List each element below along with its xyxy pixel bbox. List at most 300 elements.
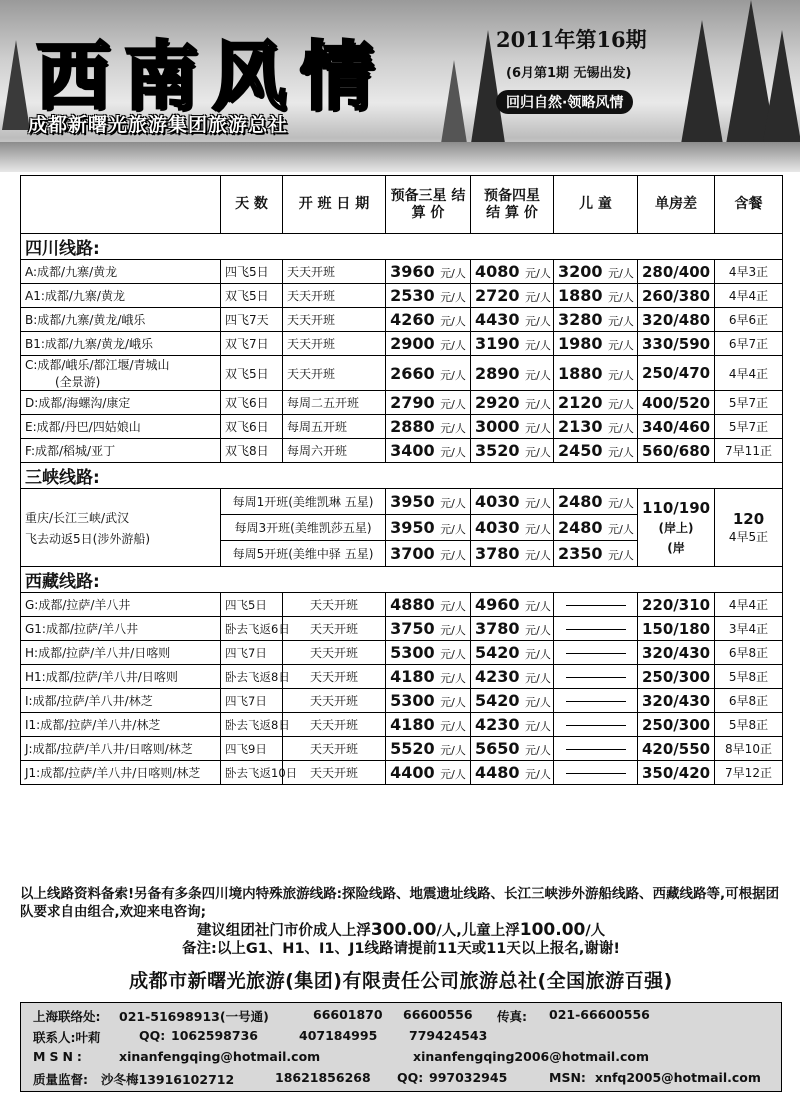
table-row xyxy=(21,737,783,761)
meals: 4早4正 xyxy=(715,356,783,391)
price-unit: 元/人 xyxy=(525,744,551,757)
schedule: 天天开班 xyxy=(283,617,386,641)
price3-value: 3750 xyxy=(390,619,435,638)
page-title: 西南风情 xyxy=(36,34,388,120)
meals-text: 4早5正 xyxy=(728,530,769,544)
fax-label: 传真: xyxy=(497,1009,527,1024)
price-unit: 元/人 xyxy=(440,624,466,637)
price4 xyxy=(471,665,554,689)
header-meals: 含餐 xyxy=(715,176,783,234)
note-adult-markup: 300.00 xyxy=(370,920,437,940)
price3-value: 4880 xyxy=(390,595,435,614)
price3 xyxy=(386,284,471,308)
office-label: 上海联络处: xyxy=(33,1009,101,1024)
route-name xyxy=(21,284,221,308)
route-name: H:成都/拉萨/羊八井/日喀则 xyxy=(21,641,221,665)
header-banner xyxy=(0,0,800,172)
table-row xyxy=(21,761,783,785)
price-unit: 元/人 xyxy=(608,523,634,536)
price3-value: 5520 xyxy=(390,739,435,758)
price4-value: 2720 xyxy=(475,286,520,305)
schedule: 天天开班 xyxy=(283,737,386,761)
route-name xyxy=(21,332,221,356)
price-unit: 元/人 xyxy=(440,744,466,757)
price3-value: 3700 xyxy=(390,544,435,563)
days: 四飞7日 xyxy=(221,689,283,713)
dash-line xyxy=(566,701,626,702)
price4-value: 4030 xyxy=(475,518,520,537)
header-days: 天 数 xyxy=(221,176,283,234)
price3-value: 2880 xyxy=(390,417,435,436)
meals: 4早3正 xyxy=(715,260,783,284)
schedule: 每周1开班(美维凯琳 五星) xyxy=(221,489,386,515)
child-price xyxy=(554,332,638,356)
note-child-markup: 100.00 xyxy=(519,920,586,940)
route-name-text: 重庆/长江三峡/武汉 xyxy=(25,510,130,525)
days: 卧去飞返10日 xyxy=(221,761,283,785)
price4-value: 4430 xyxy=(475,310,520,329)
days: 四飞9日 xyxy=(221,737,283,761)
price-unit: 元/人 xyxy=(440,696,466,709)
msn-3[interactable]: xnfq2005@hotmail.com xyxy=(595,1070,761,1085)
days: 卧去飞返8日 xyxy=(221,665,283,689)
table-row xyxy=(21,593,783,617)
meals: 7早12正 xyxy=(715,761,783,785)
price-unit: 元/人 xyxy=(525,497,551,510)
price4 xyxy=(471,356,554,391)
price4 xyxy=(471,641,554,665)
price-unit: 元/人 xyxy=(525,523,551,536)
price-unit: 元/人 xyxy=(525,600,551,613)
price-unit: 元/人 xyxy=(608,267,634,280)
days: 四飞5日 xyxy=(221,260,283,284)
meals: 7早11正 xyxy=(715,439,783,463)
price4 xyxy=(471,689,554,713)
price3 xyxy=(386,541,471,567)
schedule: 每周3开班(美维凯莎五星) xyxy=(221,515,386,541)
schedule: 天天开班 xyxy=(283,713,386,737)
child-price-value: 3280 xyxy=(558,310,603,329)
price4-value: 4230 xyxy=(475,715,520,734)
price3-value: 3950 xyxy=(390,518,435,537)
route-name-text: B1:成都/九寨/黄龙/峨乐 xyxy=(25,337,154,351)
days: 卧去飞返8日 xyxy=(221,713,283,737)
days: 双飞7日 xyxy=(221,332,283,356)
price-unit: 元/人 xyxy=(608,368,634,382)
meals: 6早6正 xyxy=(715,308,783,332)
single-room-supplement: 250/470 xyxy=(638,356,715,391)
route-name xyxy=(21,260,221,284)
header-route xyxy=(21,176,221,234)
single-room-supplement: 320/480 xyxy=(638,308,715,332)
price4 xyxy=(471,713,554,737)
price4-value: 4080 xyxy=(475,262,520,281)
price3 xyxy=(386,356,471,391)
issue-number: 2011年第16期 xyxy=(496,27,647,52)
price3 xyxy=(386,260,471,284)
price3 xyxy=(386,713,471,737)
single-room-supplement: 420/550 xyxy=(638,737,715,761)
price4-value: 2920 xyxy=(475,393,520,412)
header-schedule: 开 班 日 期 xyxy=(283,176,386,234)
schedule: 每周五开班 xyxy=(283,415,386,439)
contact-box xyxy=(20,1002,782,1092)
dash-line xyxy=(566,653,626,654)
single-room-supplement: 320/430 xyxy=(638,641,715,665)
table-row xyxy=(21,260,783,284)
table-row xyxy=(21,415,783,439)
days: 双飞5日 xyxy=(221,356,283,391)
meals: 4早4正 xyxy=(715,593,783,617)
meals: 5早8正 xyxy=(715,713,783,737)
route-name: G1:成都/拉萨/羊八井 xyxy=(21,617,221,641)
tree-decoration xyxy=(760,30,800,160)
dash-line xyxy=(566,773,626,774)
single-room-1: 110/190 xyxy=(642,498,711,517)
route-name xyxy=(21,415,221,439)
price4 xyxy=(471,515,554,541)
child-price xyxy=(554,439,638,463)
route-name: J1:成都/拉萨/羊八井/日喀则/林芝 xyxy=(21,761,221,785)
header-price3: 预备三星 结 算 价 xyxy=(386,176,471,234)
price-unit: 元/人 xyxy=(608,291,634,304)
child-price xyxy=(554,308,638,332)
table-row xyxy=(21,356,783,391)
dash-line xyxy=(566,677,626,678)
price-unit: 元/人 xyxy=(440,446,466,459)
price4 xyxy=(471,617,554,641)
section-xizang-label: 西藏线路: xyxy=(21,567,783,593)
supervisor-name[interactable]: 沙冬梅13916102712 xyxy=(101,1072,235,1087)
schedule: 天天开班 xyxy=(283,665,386,689)
table-row xyxy=(21,713,783,737)
child-price xyxy=(554,541,638,567)
price3 xyxy=(386,515,471,541)
price4-value: 3520 xyxy=(475,441,520,460)
price3 xyxy=(386,761,471,785)
price-unit: 元/人 xyxy=(440,422,466,435)
price-unit: 元/人 xyxy=(440,267,466,280)
route-name-note: 飞去动返5日(涉外游船) xyxy=(25,531,150,546)
single-room-2: (岸上) xyxy=(658,520,694,535)
price3-value: 2790 xyxy=(390,393,435,412)
price3-value: 2660 xyxy=(390,363,435,383)
section-sanxia-label: 三峡线路: xyxy=(21,463,783,489)
route-name-text: B:成都/九寨/黄龙/峨乐 xyxy=(25,313,146,327)
table-row xyxy=(21,641,783,665)
child-price-na xyxy=(554,737,638,761)
price3 xyxy=(386,737,471,761)
route-name xyxy=(21,489,221,567)
days: 双飞6日 xyxy=(221,391,283,415)
msn-2[interactable]: xinanfengqing2006@hotmail.com xyxy=(413,1049,649,1064)
price3-value: 4400 xyxy=(390,763,435,782)
price-unit: 元/人 xyxy=(525,398,551,411)
single-room-supplement: 340/460 xyxy=(638,415,715,439)
schedule: 天天开班 xyxy=(283,284,386,308)
price3 xyxy=(386,665,471,689)
days: 双飞8日 xyxy=(221,439,283,463)
price-unit: 元/人 xyxy=(608,549,634,562)
price4 xyxy=(471,541,554,567)
table-row xyxy=(21,308,783,332)
price4 xyxy=(471,284,554,308)
route-name-text: F:成都/稻城/亚丁 xyxy=(25,444,116,458)
price-unit: 元/人 xyxy=(608,339,634,352)
price-unit: 元/人 xyxy=(525,768,551,781)
days: 四飞7天 xyxy=(221,308,283,332)
qq-1[interactable]: 1062598736 xyxy=(171,1028,258,1043)
price-unit: 元/人 xyxy=(440,497,466,510)
price4 xyxy=(471,761,554,785)
child-price-value: 2480 xyxy=(558,518,603,537)
single-room-supplement: 400/520 xyxy=(638,391,715,415)
meals: 5早7正 xyxy=(715,391,783,415)
office-phone-3[interactable]: 66600556 xyxy=(403,1007,473,1022)
tree-decoration xyxy=(440,60,468,150)
price-unit: 元/人 xyxy=(525,696,551,709)
price3-value: 3950 xyxy=(390,492,435,511)
qq-label: QQ: xyxy=(139,1028,166,1043)
table-row xyxy=(21,489,783,515)
child-price xyxy=(554,489,638,515)
slogan-badge: 回归自然·领略风情 xyxy=(496,90,633,114)
note-unit: /人 xyxy=(585,923,606,939)
days: 双飞5日 xyxy=(221,284,283,308)
table-row xyxy=(21,391,783,415)
msn-label: MSN: xyxy=(33,1049,86,1064)
tree-decoration xyxy=(2,40,30,130)
schedule: 天天开班 xyxy=(283,356,386,391)
msn-1[interactable]: xinanfengqing@hotmail.com xyxy=(119,1049,321,1064)
msn-3-label: MSN: xyxy=(549,1070,586,1085)
schedule: 天天开班 xyxy=(283,689,386,713)
price-unit: 元/人 xyxy=(525,339,551,352)
price4 xyxy=(471,415,554,439)
single-room-supplement: 260/380 xyxy=(638,284,715,308)
single-room-supplement: 250/300 xyxy=(638,665,715,689)
route-name-text: C:成都/峨乐/都江堰/青城山 xyxy=(25,358,170,372)
child-price-value: 2350 xyxy=(558,544,603,563)
meals xyxy=(715,489,783,567)
price-unit: 元/人 xyxy=(440,368,466,382)
price4 xyxy=(471,737,554,761)
price-unit: 元/人 xyxy=(525,549,551,562)
price4-value: 4960 xyxy=(475,595,520,614)
single-room-supplement: 320/430 xyxy=(638,689,715,713)
schedule: 天天开班 xyxy=(283,332,386,356)
child-price xyxy=(554,415,638,439)
child-price xyxy=(554,284,638,308)
child-price-value: 2480 xyxy=(558,492,603,511)
price-unit: 元/人 xyxy=(525,368,551,382)
child-price-na xyxy=(554,593,638,617)
price-unit: 元/人 xyxy=(608,315,634,328)
days: 四飞5日 xyxy=(221,593,283,617)
tree-decoration xyxy=(680,20,724,150)
schedule: 天天开班 xyxy=(283,260,386,284)
single-room-supplement xyxy=(638,489,715,567)
price4 xyxy=(471,391,554,415)
section-xizang xyxy=(21,567,783,593)
child-price xyxy=(554,391,638,415)
price-unit: 元/人 xyxy=(525,267,551,280)
days: 四飞7日 xyxy=(221,641,283,665)
route-name-text: A1:成都/九寨/黄龙 xyxy=(25,289,125,303)
qq-4-label: QQ: xyxy=(397,1070,424,1085)
price3-value: 5300 xyxy=(390,691,435,710)
meals: 6早7正 xyxy=(715,332,783,356)
section-sanxia xyxy=(21,463,783,489)
route-name: G:成都/拉萨/羊八井 xyxy=(21,593,221,617)
single-room-supplement: 280/400 xyxy=(638,260,715,284)
schedule: 天天开班 xyxy=(283,593,386,617)
price-unit: 元/人 xyxy=(525,624,551,637)
qq-4[interactable]: 997032945 xyxy=(429,1070,508,1085)
price4-value: 4030 xyxy=(475,492,520,511)
route-name: I1:成都/拉萨/羊八井/林芝 xyxy=(21,713,221,737)
header-child: 儿 童 xyxy=(554,176,638,234)
note-line-2 xyxy=(20,921,782,940)
header-price4: 预备四星 结 算 价 xyxy=(471,176,554,234)
office-phone-2[interactable]: 66601870 xyxy=(313,1007,383,1022)
office-phone-1[interactable]: 021-51698913(一号通) xyxy=(119,1009,269,1024)
route-name: I:成都/拉萨/羊八井/林芝 xyxy=(21,689,221,713)
table-row xyxy=(21,665,783,689)
price3 xyxy=(386,689,471,713)
child-price xyxy=(554,356,638,391)
single-room-supplement: 560/680 xyxy=(638,439,715,463)
price-unit: 元/人 xyxy=(440,523,466,536)
route-name xyxy=(21,308,221,332)
price4 xyxy=(471,489,554,515)
table-row xyxy=(21,284,783,308)
agency-subtitle: 成都新曙光旅游集团旅游总社 xyxy=(28,114,289,136)
child-price-value: 2450 xyxy=(558,441,603,460)
supervisor-phone[interactable]: 18621856268 xyxy=(275,1070,371,1085)
price-unit: 元/人 xyxy=(608,398,634,411)
dash-line xyxy=(566,749,626,750)
dash-line xyxy=(566,605,626,606)
child-price-na xyxy=(554,689,638,713)
header-single: 单房差 xyxy=(638,176,715,234)
price-unit: 元/人 xyxy=(525,422,551,435)
price-unit: 元/人 xyxy=(608,422,634,435)
route-name xyxy=(21,439,221,463)
supervisor-label: 质量监督: xyxy=(33,1072,88,1087)
price-unit: 元/人 xyxy=(525,291,551,304)
child-price-value: 1880 xyxy=(558,363,603,383)
price3-value: 4180 xyxy=(390,667,435,686)
price4-value: 2890 xyxy=(475,363,520,383)
price-unit: 元/人 xyxy=(440,315,466,328)
route-name-note: (全景游) xyxy=(55,375,101,389)
child-price-value: 2130 xyxy=(558,417,603,436)
schedule: 天天开班 xyxy=(283,308,386,332)
price3-value: 2900 xyxy=(390,334,435,353)
notes-block xyxy=(20,885,782,958)
price3-value: 4260 xyxy=(390,310,435,329)
price4 xyxy=(471,593,554,617)
price4-value: 3000 xyxy=(475,417,520,436)
price3 xyxy=(386,415,471,439)
child-price-na xyxy=(554,641,638,665)
price-unit: 元/人 xyxy=(440,600,466,613)
price3 xyxy=(386,439,471,463)
route-name-text: A:成都/九寨/黄龙 xyxy=(25,265,118,279)
table-header-row xyxy=(21,176,783,234)
dash-line xyxy=(566,725,626,726)
contact-person: 联系人:叶莉 xyxy=(33,1030,101,1045)
price-unit: 元/人 xyxy=(608,446,634,459)
price-unit: 元/人 xyxy=(525,648,551,661)
price3 xyxy=(386,593,471,617)
price-unit: 元/人 xyxy=(525,446,551,459)
child-price xyxy=(554,260,638,284)
price3-value: 3960 xyxy=(390,262,435,281)
meals: 5早8正 xyxy=(715,665,783,689)
child-price xyxy=(554,515,638,541)
price3 xyxy=(386,489,471,515)
meals: 6早8正 xyxy=(715,689,783,713)
note-markup-label: 建议组团社门市价成人上浮 xyxy=(196,923,371,939)
qq-2[interactable]: 407184995 xyxy=(299,1028,378,1043)
single-room-supplement: 330/590 xyxy=(638,332,715,356)
qq-3[interactable]: 779424543 xyxy=(409,1028,488,1043)
price4-value: 3780 xyxy=(475,544,520,563)
schedule: 每周5开班(美维中驿 五星) xyxy=(221,541,386,567)
schedule: 天天开班 xyxy=(283,641,386,665)
price-table xyxy=(20,175,783,785)
child-price-na xyxy=(554,761,638,785)
meals-fee: 120 xyxy=(732,510,765,528)
single-room-supplement: 350/420 xyxy=(638,761,715,785)
child-price-value: 3200 xyxy=(558,262,603,281)
section-sichuan xyxy=(21,234,783,260)
price4 xyxy=(471,260,554,284)
price4-value: 5650 xyxy=(475,739,520,758)
single-room-supplement: 220/310 xyxy=(638,593,715,617)
price3 xyxy=(386,308,471,332)
route-name xyxy=(21,391,221,415)
price3-value: 3400 xyxy=(390,441,435,460)
table-row xyxy=(21,617,783,641)
price-unit: 元/人 xyxy=(440,549,466,562)
single-room-supplement: 250/300 xyxy=(638,713,715,737)
child-price-na xyxy=(554,713,638,737)
price3 xyxy=(386,617,471,641)
route-name: H1:成都/拉萨/羊八井/日喀则 xyxy=(21,665,221,689)
price-unit: 元/人 xyxy=(440,768,466,781)
price-unit: 元/人 xyxy=(525,315,551,328)
price4-value: 4230 xyxy=(475,667,520,686)
price4-value: 4480 xyxy=(475,763,520,782)
fax-number[interactable]: 021-66600556 xyxy=(549,1007,650,1022)
price3-value: 5300 xyxy=(390,643,435,662)
child-price-na xyxy=(554,665,638,689)
meals: 5早7正 xyxy=(715,415,783,439)
schedule: 天天开班 xyxy=(283,761,386,785)
price-unit: 元/人 xyxy=(440,291,466,304)
price4-value: 3780 xyxy=(475,619,520,638)
price-unit: 元/人 xyxy=(440,672,466,685)
dash-line xyxy=(566,629,626,630)
note-child-label: /人,儿童上浮 xyxy=(436,923,520,939)
route-name: J:成都/拉萨/羊八井/日喀则/林芝 xyxy=(21,737,221,761)
note-line-3: 备注:以上G1、H1、I1、J1线路请提前11天或11天以上报名,谢谢! xyxy=(182,941,620,957)
price-unit: 元/人 xyxy=(525,720,551,733)
issue-subtitle: (6月第1期 无锡出发) xyxy=(506,66,632,81)
